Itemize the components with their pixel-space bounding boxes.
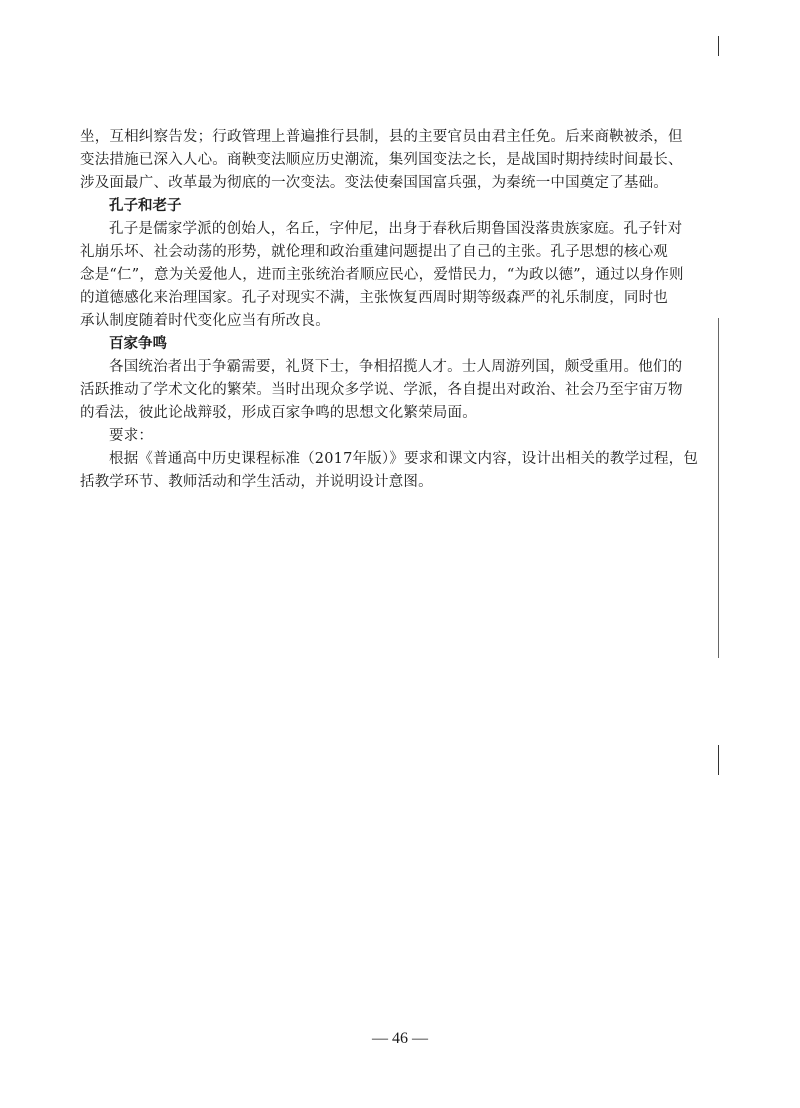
requirements-line: 根据《普通高中历史课程标准（2017年版）》要求和课文内容，设计出相关的教学过程，包 [109,451,699,467]
paragraph-line: 的看法，彼此论战辩驳，形成百家争鸣的思想文化繁荣局面。 [80,405,477,421]
scan-margin-mark [718,318,719,658]
paragraph-line: 念是“仁”，意为关爱他人，进而主张统治者顺应民心，爱惜民力，“为政以德”，通过以身作则 [80,267,684,283]
scan-margin-mark [718,36,719,56]
section-heading-confucius-laozi: 孔子和老子 [109,198,182,214]
paragraph-line: 孔子是儒家学派的创始人，名丘，字仲尼，出身于春秋后期鲁国没落贵族家庭。孔子针对 [109,221,683,237]
section-heading-hundred-schools: 百家争鸣 [109,336,167,352]
paragraph-line: 涉及面最广、改革最为彻底的一次变法。变法使秦国国富兵强，为秦统一中国奠定了基础。 [80,175,668,191]
paragraph-line: 承认制度随着时代变化应当有所改良。 [80,313,330,329]
paragraph-line: 坐，互相纠察告发；行政管理上普遍推行县制，县的主要官员由君主任免。后来商鞅被杀，但 [80,129,683,145]
requirements-label: 要求： [109,428,154,444]
scan-margin-mark [718,745,719,775]
paragraph-line: 活跃推动了学术文化的繁荣。当时出现众多学说、学派，各自提出对政治、社会乃至宇宙万物 [80,382,683,398]
page-number: — 46 — [372,1030,428,1047]
paragraph-line: 各国统治者出于争霸需要，礼贤下士，争相招揽人才。士人周游列国，颇受重用。他们的 [109,359,683,375]
document-body [80,126,699,494]
paragraph-line: 的道德感化来治理国家。孔子对现实不满，主张恢复西周时期等级森严的礼乐制度，同时也 [80,290,668,306]
requirements-line: 括教学环节、教师活动和学生活动，并说明设计意图。 [80,474,433,490]
paragraph-line: 变法措施已深入人心。商鞅变法顺应历史潮流，集列国变法之长，是战国时期持续时间最长、 [80,152,683,168]
paragraph-line: 礼崩乐坏、社会动荡的形势，就伦理和政治重建问题提出了自己的主张。孔子思想的核心观 [80,244,668,260]
